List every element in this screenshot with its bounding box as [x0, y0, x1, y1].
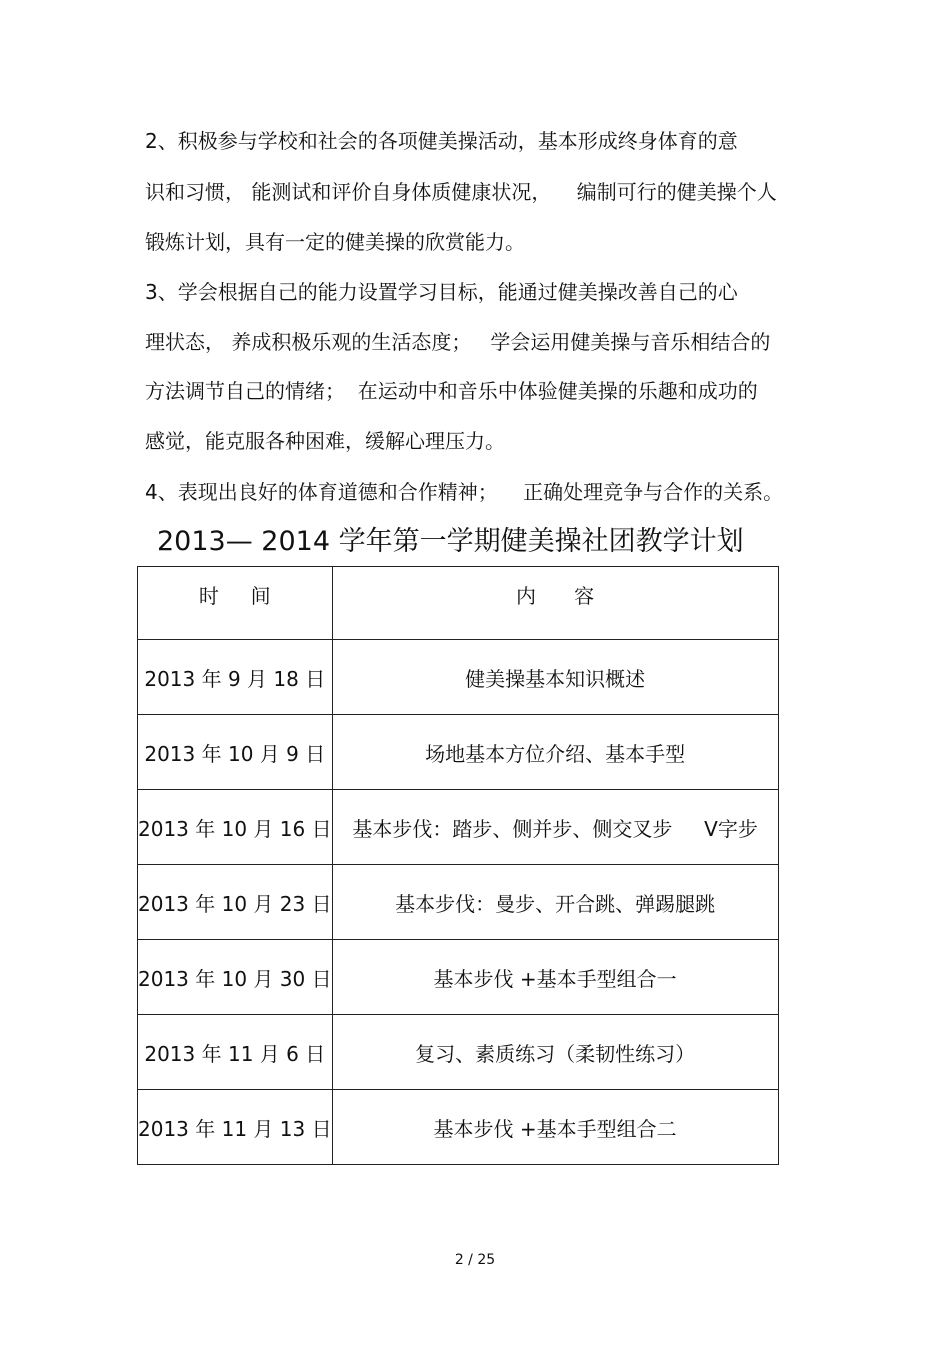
table-row [138, 1015, 779, 1090]
date-cell: 2013 年 10 月 9 日 [138, 715, 333, 790]
table-header-row [138, 567, 779, 640]
text-line: 识和习惯， 能测试和评价自身体质健康状况， 编制可行的健美操个人 [145, 180, 777, 204]
table-row [138, 640, 779, 715]
date-cell: 2013 年 10 月 30 日 [138, 940, 333, 1015]
date-cell: 2013 年 10 月 16 日 [138, 790, 333, 865]
table-row [138, 1090, 779, 1165]
page-number: 2 / 25 [454, 1252, 496, 1268]
header-content: 内 容 [332, 567, 778, 640]
text-line: 理状态， 养成积极乐观的生活态度； 学会运用健美操与音乐相结合的 [145, 330, 771, 354]
schedule-title: 2013— 2014 学年第一学期健美操社团教学计划 [157, 526, 744, 557]
content-cell: 场地基本方位介绍、基本手型 [332, 715, 778, 790]
date-cell: 2013 年 10 月 23 日 [138, 865, 333, 940]
table-row [138, 940, 779, 1015]
text-line: 4、表现出良好的体育道德和合作精神； 正确处理竞争与合作的关系。 [145, 480, 784, 504]
table-row [138, 790, 779, 865]
date-cell: 2013 年 11 月 6 日 [138, 1015, 333, 1090]
text-line: 2、积极参与学校和社会的各项健美操活动，基本形成终身体育的意 [145, 129, 738, 153]
content-cell: 基本步伐 +基本手型组合一 [332, 940, 778, 1015]
table-row [138, 865, 779, 940]
date-cell: 2013 年 11 月 13 日 [138, 1090, 333, 1165]
table-row [138, 715, 779, 790]
content-cell: 复习、素质练习（柔韧性练习） [332, 1015, 778, 1090]
content-cell: 基本步伐 +基本手型组合二 [332, 1090, 778, 1165]
text-line: 3、学会根据自己的能力设置学习目标，能通过健美操改善自己的心 [145, 280, 738, 304]
text-line: 感觉，能克服各种困难，缓解心理压力。 [145, 429, 505, 453]
text-line: 锻炼计划，具有一定的健美操的欣赏能力。 [145, 230, 525, 254]
date-cell: 2013 年 9 月 18 日 [138, 640, 333, 715]
content-cell: 健美操基本知识概述 [332, 640, 778, 715]
schedule-table [137, 566, 779, 1165]
header-time: 时 间 [138, 567, 333, 640]
text-line: 方法调节自己的情绪； 在运动中和音乐中体验健美操的乐趣和成功的 [145, 379, 758, 403]
content-cell: 基本步伐：曼步、开合跳、弹踢腿跳 [332, 865, 778, 940]
content-cell: 基本步伐：踏步、侧并步、侧交叉步 V字步 [332, 790, 778, 865]
